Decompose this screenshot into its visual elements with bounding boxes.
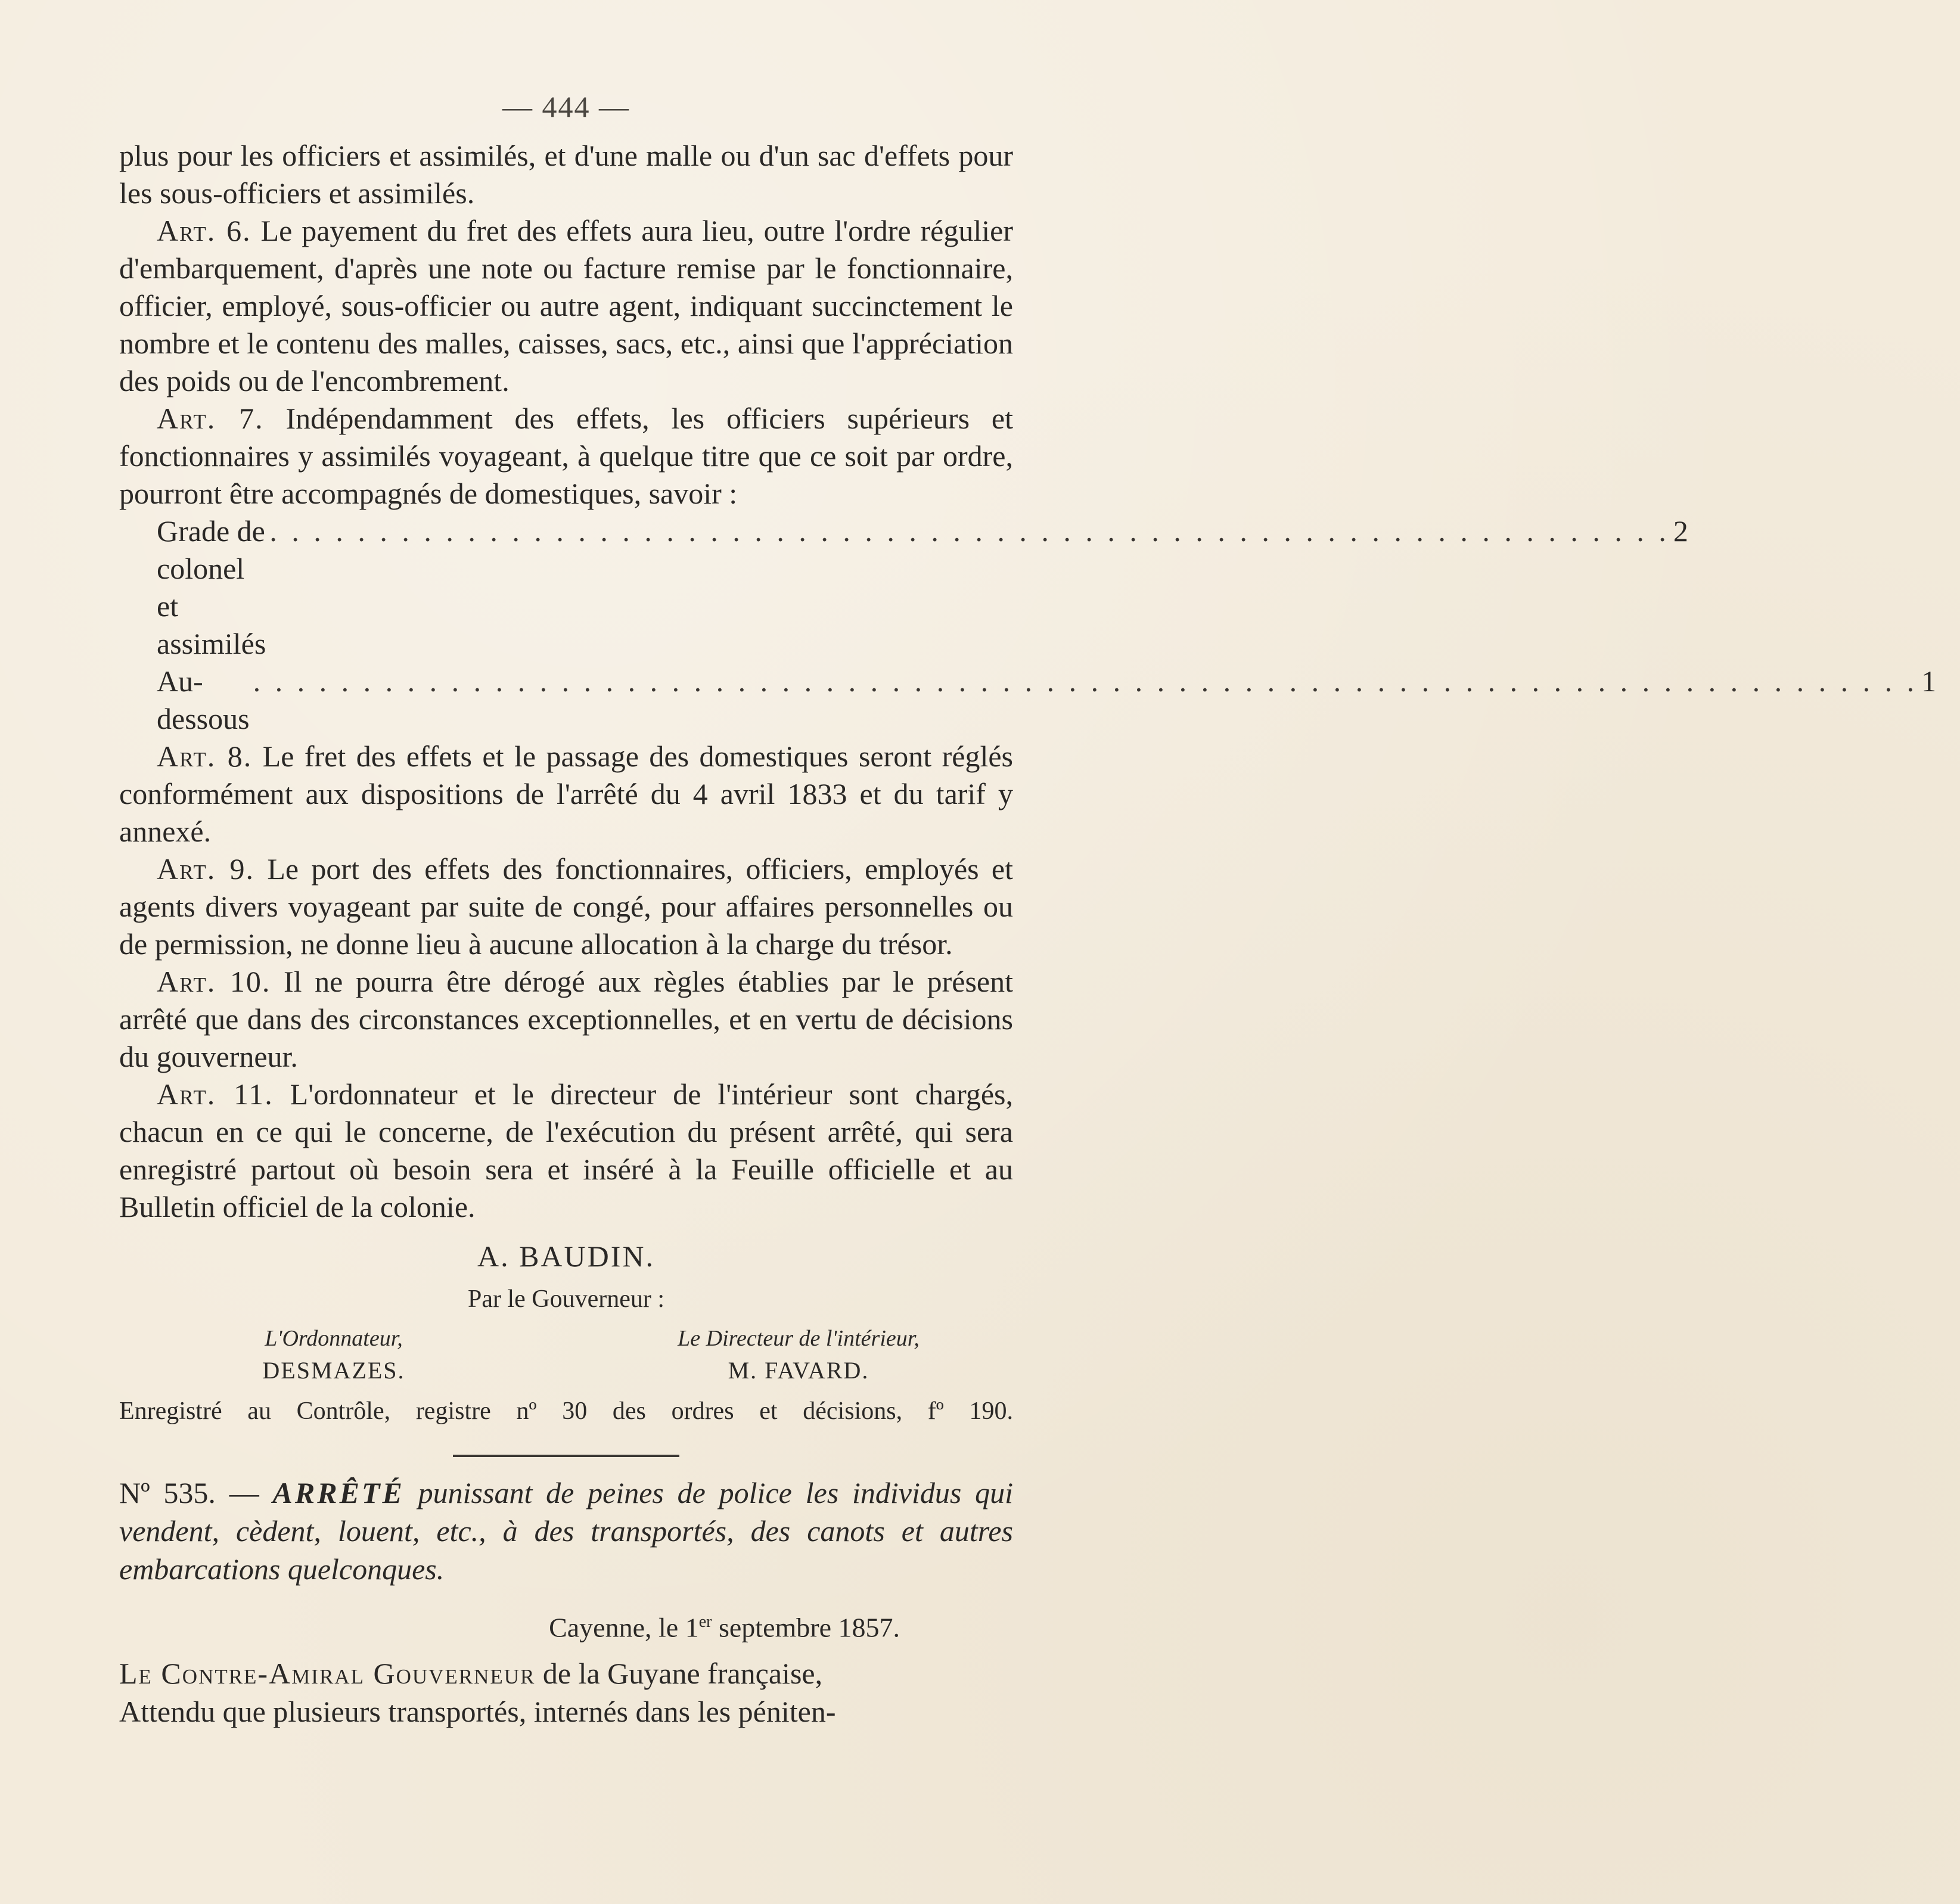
servants-row-colonel	[119, 513, 1688, 663]
registration-note: Enregistré au Contrôle, registre nº 30 des ordres et décisions, fº 190.	[119, 1397, 1013, 1425]
dot-leader: . . . . . . . . . . . . . . . . . . . . . . . . . . . . . . . . . . . . . . . . . . . . . . . . . . . . . . . . . . . . . . . . . . . . . . . . . . . .	[253, 664, 1918, 698]
section-divider	[453, 1455, 679, 1457]
attendu-line: Attendu que plusieurs transportés, internés dans les péniten-	[119, 1695, 836, 1729]
row-value: 1	[1921, 664, 1937, 698]
par-le-gouverneur: Par le Gouverneur :	[467, 1285, 665, 1313]
ordinal-suffix: er	[698, 1613, 712, 1631]
article-label: Art. 7.	[157, 402, 264, 435]
official-name: DESMAZES.	[262, 1357, 405, 1384]
place-date	[119, 1601, 1013, 1648]
article-label: Art. 11.	[157, 1077, 274, 1111]
article-label: Art. 9.	[157, 852, 255, 886]
row-label: Grade de colonel et assimilés	[157, 514, 266, 660]
article-label: Art. 8.	[157, 740, 253, 773]
page	[119, 89, 1937, 1731]
governor-colony: de la Guyane française,	[535, 1657, 823, 1691]
page-number: — 444 —	[502, 90, 630, 123]
article-text: Indépendamment des effets, les officiers supérieurs et fonctionnaires y assimilés voyageant, à quelque titre que ce soit par ordre, pourront être accompagnés de domestiques, savoir :	[119, 402, 1014, 510]
article-text: Le port des effets des fonctionnaires, officiers, employés et agents divers voyageant par suite de congé, pour affaires personnelles ou de permission, ne donne lieu à aucune allocation à la charge du trésor.	[119, 852, 1013, 961]
article-8	[119, 738, 1013, 850]
row-value: 2	[1673, 514, 1688, 548]
article-text: Le payement du fret des effets aura lieu, outre l'ordre régulier d'embarquement, d'après une note ou facture remise par le fonctionnaire, officier, employé, sous-officier ou autre agent, indiquant succinctement le nombre et le contenu des malles, caisses, sacs, etc., ainsi que l'appréciation des poids ou de l'encombrement.	[119, 214, 1013, 397]
article-label: Art. 10.	[157, 965, 271, 998]
place: Cayenne, le 1	[549, 1612, 699, 1643]
countersignatures	[119, 1322, 1013, 1387]
row-label: Au-dessous	[157, 664, 250, 735]
official-name: M. FAVARD.	[728, 1357, 869, 1384]
paragraph-continuation: plus pour les officiers et assimilés, et d'une malle ou d'un sac d'effets pour les sous-officiers et assimilés.	[119, 139, 1013, 210]
governor-line	[119, 1654, 1013, 1692]
article-7	[119, 400, 1013, 513]
arrete-heading	[119, 1474, 1013, 1588]
governor-title: Le Contre-Amiral Gouverneur	[119, 1657, 536, 1691]
arrete-description: punissant de peines de police les individus qui vendent, cèdent, louent, etc., à des transportés, des canots et autres embarcations quelconques.	[119, 1476, 1013, 1586]
body-text	[119, 137, 1937, 1226]
countersignature-ordonnateur	[119, 1322, 548, 1387]
article-9	[119, 850, 1013, 963]
article-text: Il ne pourra être dérogé aux règles établies par le présent arrêté que dans des circonstances exceptionnelles, et en vertu de décisions du gouverneur.	[119, 965, 1013, 1073]
dot-leader: . . . . . . . . . . . . . . . . . . . . . . . . . . . . . . . . . . . . . . . . . . . . . . . . . . . . . . . . . . . . . . . .	[269, 514, 1670, 548]
date: septembre 1857.	[712, 1612, 900, 1643]
official-role: Le Directeur de l'intérieur,	[678, 1326, 920, 1351]
servants-row-below	[119, 663, 1937, 738]
countersignature-directeur	[584, 1322, 1013, 1387]
article-11	[119, 1076, 1013, 1226]
article-text: L'ordonnateur et le directeur de l'intérieur sont chargés, chacun en ce qui le concerne, de l'exécution du présent arrêté, qui sera enregistré partout où besoin sera et inséré à la Feuille officielle et au Bulletin officiel de la colonie.	[119, 1077, 1014, 1223]
official-role: L'Ordonnateur,	[265, 1326, 403, 1351]
arrete-title: ARRÊTÉ	[272, 1476, 405, 1509]
arrete-number: Nº 535. —	[119, 1476, 273, 1509]
governor-signature: A. BAUDIN.	[477, 1240, 656, 1273]
article-text: Le fret des effets et le passage des domestiques seront réglés conformément aux dispositions de l'arrêté du 4 avril 1833 et du tarif y annexé.	[119, 740, 1014, 848]
article-label: Art. 6.	[157, 214, 251, 247]
article-6	[119, 212, 1013, 400]
article-10	[119, 963, 1013, 1076]
